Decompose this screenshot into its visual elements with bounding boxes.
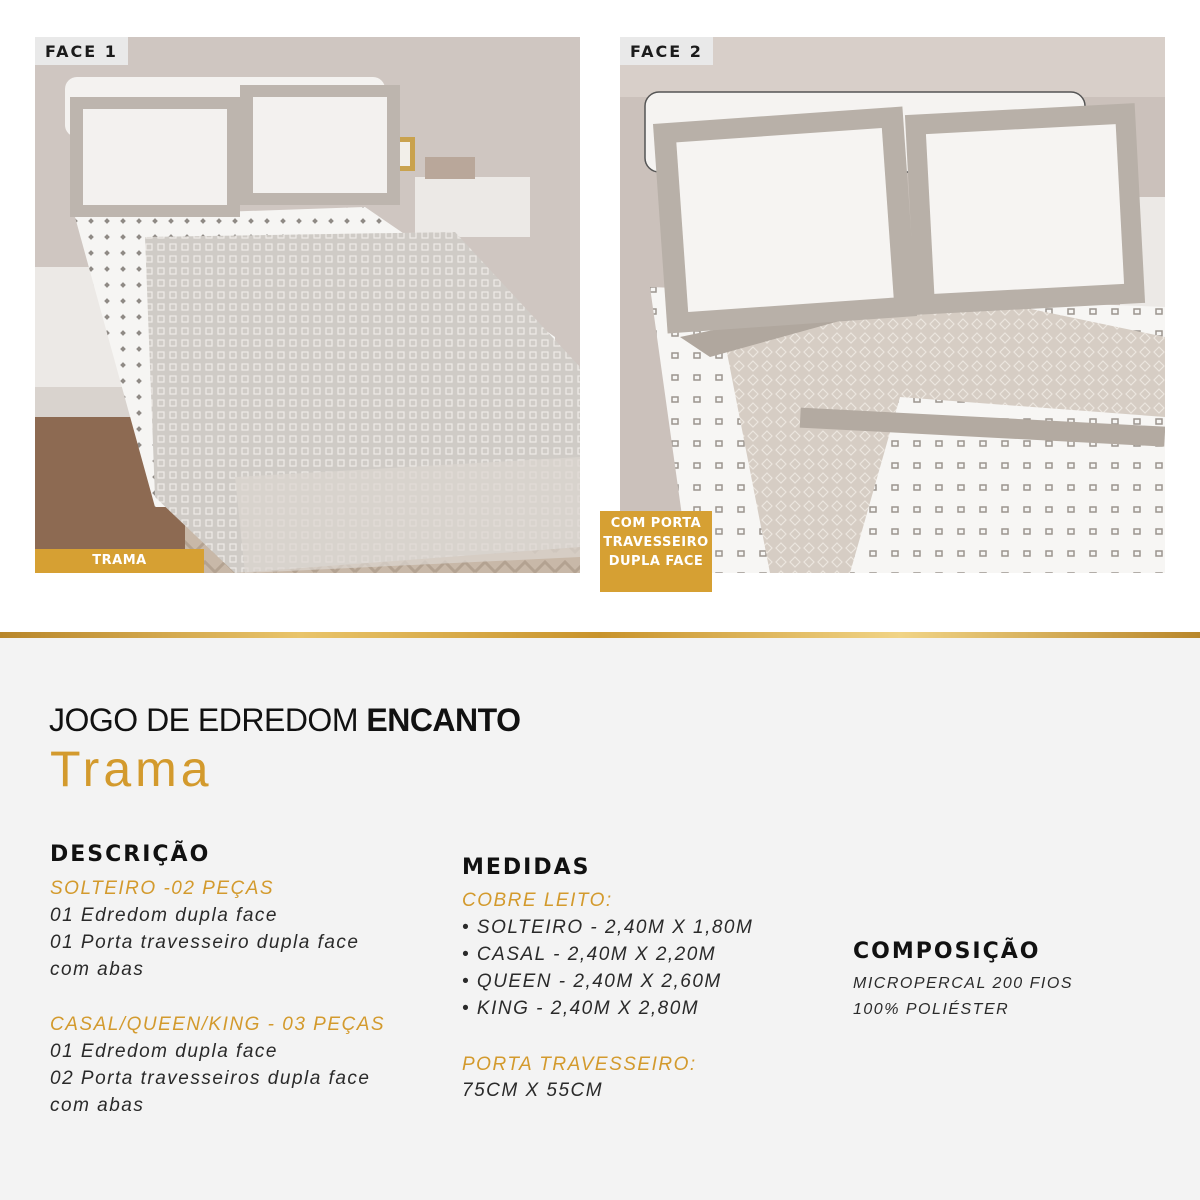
porta-travesseiro-tag — [600, 511, 712, 592]
size-queen: • QUEEN - 2,40M X 2,60M — [462, 971, 722, 992]
descricao-group-2-line-2: 02 Porta travesseiros dupla face — [50, 1068, 371, 1089]
descricao-group-2-line-1: 01 Edredom dupla face — [50, 1041, 278, 1062]
porta-travesseiro-title: PORTA TRAVESSEIRO: — [462, 1054, 697, 1075]
medidas-heading: MEDIDAS — [462, 855, 591, 880]
descricao-heading: DESCRIÇÃO — [50, 842, 211, 867]
descricao-group-2-line-3: com abas — [50, 1095, 145, 1116]
descricao-group-2-title: CASAL/QUEEN/KING - 03 PEÇAS — [50, 1014, 386, 1035]
size-solteiro: • SOLTEIRO - 2,40M X 1,80M — [462, 917, 754, 938]
composicao-line-2: 100% POLIÉSTER — [853, 1001, 1010, 1018]
size-casal: • CASAL - 2,40M X 2,20M — [462, 944, 717, 965]
descricao-group-1-title: SOLTEIRO -02 PEÇAS — [50, 878, 275, 899]
face-1-photo — [35, 37, 580, 573]
composicao-line-1: MICROPERCAL 200 FIOS — [853, 975, 1073, 992]
porta-tag-line-1: COM PORTA — [610, 516, 702, 531]
title-prefix: JOGO DE EDREDOM — [49, 702, 367, 738]
trama-tag: TRAMA — [35, 549, 204, 573]
face-1-label: FACE 1 — [35, 37, 128, 65]
title-bold: ENCANTO — [366, 702, 521, 738]
descricao-group-1-line-3: com abas — [50, 959, 145, 980]
product-name: Trama — [50, 741, 213, 797]
product-title — [49, 702, 521, 739]
composicao-heading: COMPOSIÇÃO — [853, 939, 1041, 964]
descricao-group-1-line-1: 01 Edredom dupla face — [50, 905, 278, 926]
cobre-leito-title: COBRE LEITO: — [462, 890, 613, 911]
porta-tag-line-2: TRAVESSEIRO — [603, 535, 709, 550]
descricao-group-1-line-2: 01 Porta travesseiro dupla face — [50, 932, 360, 953]
face-2-photo — [620, 37, 1165, 573]
face-2-label: FACE 2 — [620, 37, 713, 65]
porta-travesseiro-size: 75CM X 55CM — [462, 1080, 604, 1101]
size-king: • KING - 2,40M X 2,80M — [462, 998, 700, 1019]
porta-tag-line-3: DUPLA FACE — [608, 554, 704, 569]
